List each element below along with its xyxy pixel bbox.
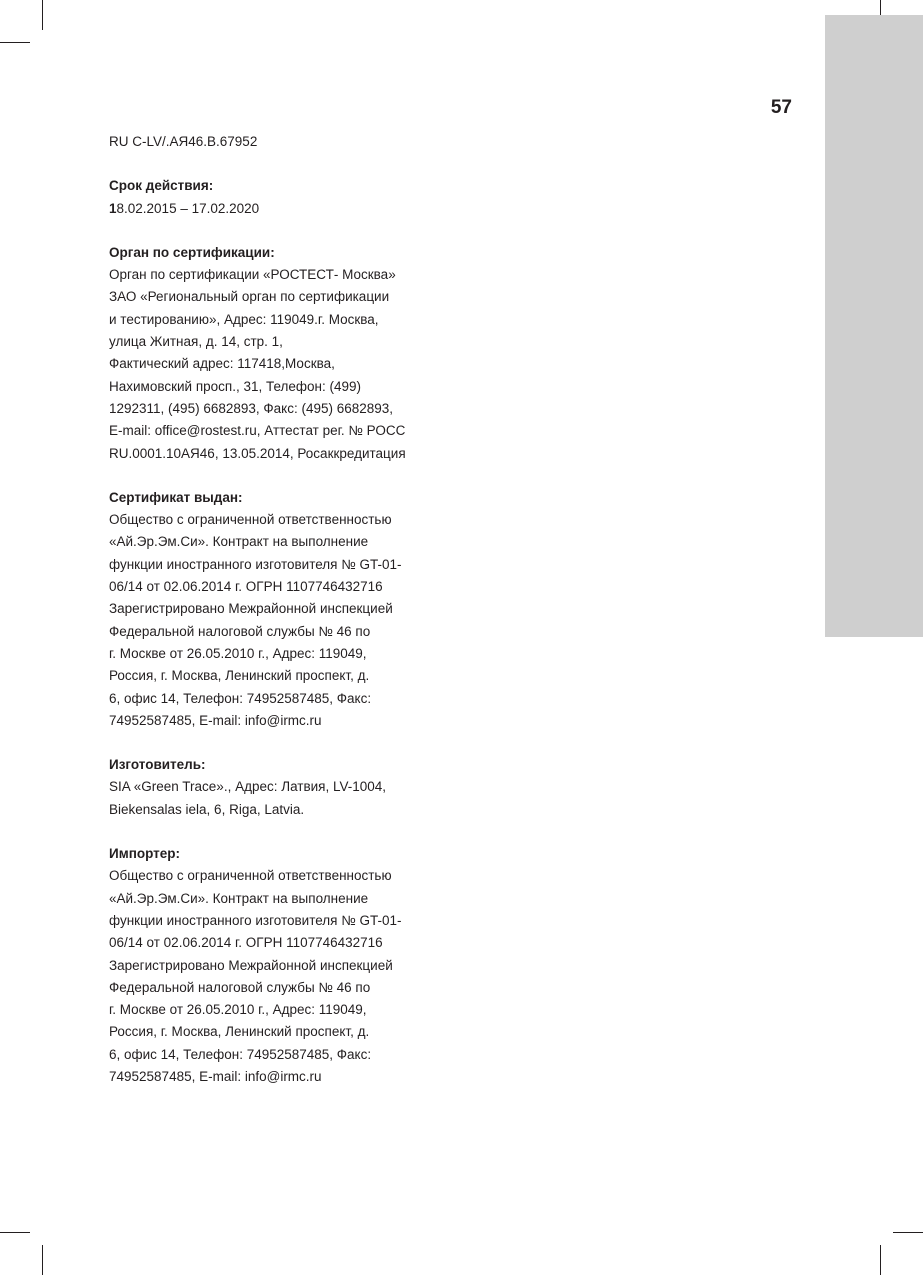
- importer-line: 06/14 от 02.06.2014 г. ОГРН 1107746432716: [109, 935, 383, 951]
- issued-to-line: 74952587485, E-mail: info@irmc.ru: [109, 712, 322, 728]
- validity-section: [109, 175, 469, 220]
- crop-mark-bottom-left-vertical: [42, 1245, 43, 1275]
- validity-heading: Срок действия:: [109, 178, 214, 194]
- issued-to-section: [109, 487, 469, 732]
- importer-line: Россия, г. Москва, Ленинский проспект, д.: [109, 1024, 370, 1040]
- importer-line: 6, офис 14, Телефон: 74952587485, Факс:: [109, 1046, 372, 1062]
- issued-to-line: Зарегистрировано Межрайонной инспекцией: [109, 601, 393, 617]
- importer-line: Федеральной налоговой службы № 46 по: [109, 979, 371, 995]
- importer-line: Зарегистрировано Межрайонной инспекцией: [109, 957, 393, 973]
- importer-heading: Импортер:: [109, 846, 181, 862]
- importer-line: 74952587485, E-mail: info@irmc.ru: [109, 1068, 322, 1084]
- issued-to-line: Федеральной налоговой службы № 46 по: [109, 623, 371, 639]
- certification-body-line: 1292311, (495) 6682893, Факс: (495) 6682893,: [109, 400, 394, 416]
- side-tab: [825, 15, 923, 637]
- certification-body-line: Орган по сертификации «РОСТЕСТ- Москва»: [109, 267, 396, 283]
- certification-body-section: [109, 242, 469, 465]
- manufacturer-section: [109, 754, 469, 821]
- importer-line: функции иностранного изготовителя № GT-01-: [109, 912, 402, 928]
- certification-body-line: Нахимовский просп., 31, Телефон: (499): [109, 378, 362, 394]
- crop-mark-top-left-horizontal: [0, 42, 30, 43]
- certification-body-line: и тестированию», Адрес: 119049.г. Москва,: [109, 311, 379, 327]
- crop-mark-top-left-vertical: [42, 0, 43, 30]
- certification-body-line: ЗАО «Региональный орган по сертификации: [109, 289, 390, 305]
- certification-body-line: E-mail: office@rostest.ru, Аттестат рег. № РОСС: [109, 423, 406, 439]
- certification-body-line: улица Житная, д. 14, стр. 1,: [109, 334, 283, 350]
- manufacturer-line: SIA «Green Trace»., Адрес: Латвия, LV-1004,: [109, 779, 387, 795]
- validity-value-rest: 8.02.2015 – 17.02.2020: [116, 200, 260, 216]
- crop-mark-bottom-right-vertical: [880, 1245, 881, 1275]
- page-number: 57: [770, 97, 792, 118]
- importer-section: [109, 843, 469, 1088]
- certification-body-line: Фактический адрес: 117418,Москва,: [109, 356, 335, 372]
- importer-line: «Ай.Эр.Эм.Си». Контракт на выполнение: [109, 890, 369, 906]
- manufacturer-line: Biekensalas iela, 6, Riga, Latvia.: [109, 801, 305, 817]
- certificate-reference: RU C-LV/.АЯ46.В.67952: [109, 134, 258, 149]
- importer-line: Общество с ограниченной ответственностью: [109, 868, 392, 884]
- issued-to-line: г. Москве от 26.05.2010 г., Адрес: 119049,: [109, 645, 367, 661]
- issued-to-heading: Сертификат выдан:: [109, 489, 243, 505]
- issued-to-line: Общество с ограниченной ответственностью: [109, 512, 392, 528]
- issued-to-line: функции иностранного изготовителя № GT-01-: [109, 556, 402, 572]
- certification-body-line: RU.0001.10АЯ46, 13.05.2014, Росаккредитация: [109, 445, 406, 461]
- document-body: [109, 131, 469, 1110]
- certification-body-heading: Орган по сертификации:: [109, 244, 275, 260]
- crop-mark-bottom-left-horizontal: [0, 1232, 30, 1233]
- issued-to-line: 06/14 от 02.06.2014 г. ОГРН 1107746432716: [109, 579, 383, 595]
- validity-value-lead: 1: [109, 200, 117, 216]
- validity-value: [109, 198, 469, 220]
- issued-to-line: Россия, г. Москва, Ленинский проспект, д.: [109, 668, 370, 684]
- crop-mark-bottom-right-horizontal: [893, 1232, 923, 1233]
- issued-to-line: «Ай.Эр.Эм.Си». Контракт на выполнение: [109, 534, 369, 550]
- issued-to-line: 6, офис 14, Телефон: 74952587485, Факс:: [109, 690, 372, 706]
- importer-line: г. Москве от 26.05.2010 г., Адрес: 119049,: [109, 1002, 367, 1018]
- manufacturer-heading: Изготовитель:: [109, 757, 206, 773]
